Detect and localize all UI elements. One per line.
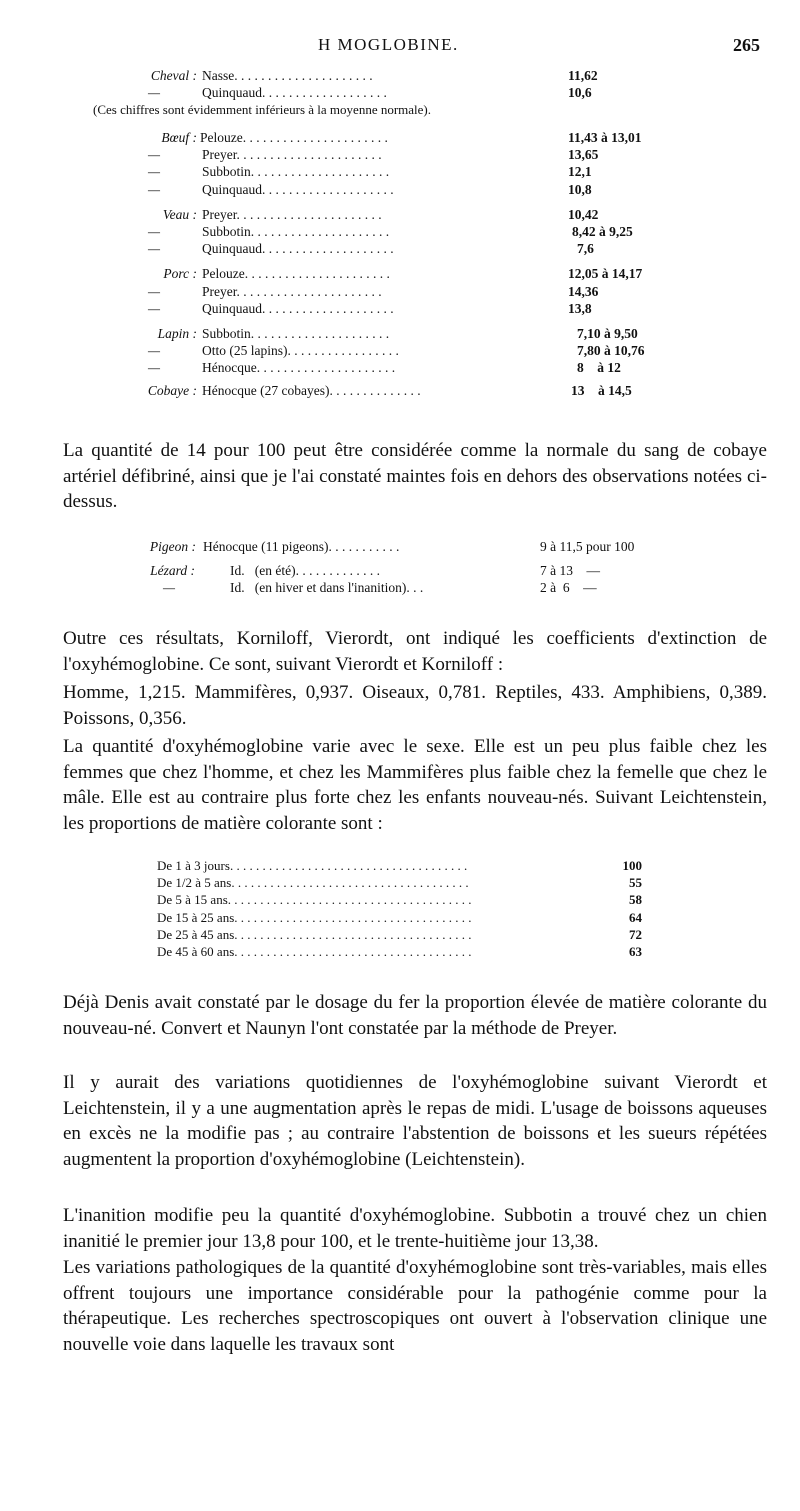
paragraph: Outre ces résultats, Korniloff, Vierordt, ont indiqué les coefficients d'extinction de l'oxyhémoglobine. Ce sont, suivant Vierordt et Korniloff : [63,628,767,675]
author-cell: Pelouze. . . . . . . . . . . . . . . . . . . . . . [200,130,388,145]
paragraph: Il y aurait des variations quotidiennes de l'oxyhémoglobine suivant Vierordt et Leichtenstein, il y a une augmentation après le repas de midi. L'usage de boissons aqueuses en excès ne la modifie pas ; au contraire l'abstention de boissons et les sueurs répétées augmentent la proportion d'oxyhémoglobine (Leichtenstein). [63,1072,767,1170]
ditto-mark: — [147,300,160,316]
row-gap [0,257,800,265]
table-row [157,926,645,943]
running-header [0,35,800,57]
table-row [0,223,800,240]
author-cell: Id. (en été). . . . . . . . . . . . . [230,563,380,579]
age-proportion-table [157,857,645,960]
ditto-mark: — [147,147,160,163]
author-cell: Id. (en hiver et dans l'inanition). . . [230,580,424,596]
value-cell: 72 [629,926,642,942]
table-row [0,359,800,376]
author-cell: Subbotin. . . . . . . . . . . . . . . . . . . . . [202,325,390,341]
table-row [157,874,645,891]
table-row [0,265,800,282]
ditto-mark: — [147,85,160,101]
value-cell: 13,65 [568,147,599,163]
table-row [157,943,645,960]
value-cell: 9 à 11,5 pour 100 [540,539,635,554]
species-table-continued [0,129,800,400]
age-range-cell: De 25 à 45 ans. . . . . . . . . . . . . . . . . . . . . . . . . . . . . . . . . . . . . [157,926,472,942]
paragraph: La quantité d'oxyhémoglobine varie avec le sexe. Elle est un peu plus faible chez les femmes que chez l'homme, et chez les Mammifères plus faible chez la femelle que chez le mâle. Elle est au contraire plus forte chez les enfants nouveau-nés. Suivant Leichtenstein, les proportions de matière colorante sont : [63,736,767,834]
author-cell: Hénocque (11 pigeons). . . . . . . . . . . [203,539,400,554]
value-cell: 10,42 [568,206,599,222]
row-gap [0,317,800,325]
species-label: Cobaye : [147,383,197,399]
table-row [0,283,800,300]
age-range-cell: De 1/2 à 5 ans. . . . . . . . . . . . . . . . . . . . . . . . . . . . . . . . . . . . . [157,875,469,891]
ditto-mark: — [162,580,175,596]
paragraph: Homme, 1,215. Mammifères, 0,937. Oiseaux, 0,781. Reptiles, 433. Amphibiens, 0,389. Poissons, 0,356. [63,682,767,729]
value-cell: 12,05 à 14,17 [568,266,643,282]
ditto-mark: — [147,360,160,376]
value-cell: 7 à 13 — [540,563,600,579]
table-row [0,382,800,399]
author-cell: Hénocque. . . . . . . . . . . . . . . . . . . . . [202,360,396,376]
table-row [157,857,645,874]
species-label: Veau : [162,206,197,222]
species-table [0,67,800,101]
author-cell: Quinquaud. . . . . . . . . . . . . . . . . . . . [202,241,394,257]
author-cell: Subbotin. . . . . . . . . . . . . . . . . . . . . [202,164,390,180]
row-gap [0,555,800,562]
value-cell: 8 à 12 [577,360,621,376]
table-note: (Ces chiffres sont évidemment inférieurs à la moyenne normale). [93,102,432,117]
species-label: Cheval : [150,68,197,83]
table-row [0,129,800,146]
value-cell: 7,80 à 10,76 [577,343,645,359]
page-number: 265 [733,35,760,55]
paragraph: Déjà Denis avait constaté par le dosage du fer la proportion élevée de matière colorante du nouveau-né. Convert et Naunyn l'ont constatée par la méthode de Preyer. [63,992,767,1039]
age-range-cell: De 5 à 15 ans. . . . . . . . . . . . . . . . . . . . . . . . . . . . . . . . . . . . . . [157,892,472,908]
age-range-cell: De 1 à 3 jours. . . . . . . . . . . . . . . . . . . . . . . . . . . . . . . . . . . . . [157,858,468,873]
table-row [0,300,800,317]
row-gap [0,198,800,206]
author-cell: Otto (25 lapins). . . . . . . . . . . . . . . . . [202,343,399,359]
author-cell: Preyer. . . . . . . . . . . . . . . . . . . . . . [202,206,382,222]
value-cell: 8,42 à 9,25 [572,223,633,239]
author-cell: Quinquaud. . . . . . . . . . . . . . . . . . . . [202,181,394,197]
value-cell: 7,6 [577,241,594,257]
table-row [157,909,645,926]
value-cell: 13 à 14,5 [571,383,632,399]
value-cell: 7,10 à 9,50 [577,325,638,341]
table-row [0,206,800,223]
ditto-mark: — [147,343,160,359]
author-cell: Hénocque (27 cobayes). . . . . . . . . . . . . . [202,383,421,399]
author-cell: Subbotin. . . . . . . . . . . . . . . . . . . . . [202,223,390,239]
age-range-cell: De 15 à 25 ans. . . . . . . . . . . . . . . . . . . . . . . . . . . . . . . . . . . . . [157,909,472,925]
table-row [0,181,800,198]
paragraph: Les variations pathologiques de la quantité d'oxyhémoglobine sont très-variables, mais elles offrent toujours une importance considérable pour la pathogénie comme pour la thérapeutique. Les recherches spectroscopiques ont ouvert à l'observation clinique une nouvelle voie dans laquelle les travaux sont [63,1257,767,1355]
paragraph: L'inanition modifie peu la quantité d'oxyhémoglobine. Subbotin a trouvé chez un chien inanitié le premier jour 13,8 pour 100, et le trente-huitième jour 13,38. [63,1205,767,1252]
value-cell: 10,6 [568,85,592,101]
paragraph: La quantité de 14 pour 100 peut être considérée comme la normale du sang de cobaye artériel défibriné, ainsi que je l'ai constaté maintes fois en dehors des observations notées ci-dessus. [63,440,767,512]
author-cell: Nasse. . . . . . . . . . . . . . . . . . . . . [202,68,373,83]
running-title: H MOGLOBINE. [318,35,459,54]
table-row [0,579,800,596]
value-cell: 100 [622,858,642,873]
table-row [0,146,800,163]
species-label: Lapin : [157,325,197,341]
ditto-mark: — [147,283,160,299]
table-row [0,84,800,101]
table-row [0,240,800,257]
value-cell: 10,8 [568,181,592,197]
species-label: Lézard : [150,563,195,579]
pigeon-lizard-table [0,538,800,597]
species-label: Bœuf : [161,130,197,145]
table-row [0,67,800,84]
age-range-cell: De 45 à 60 ans. . . . . . . . . . . . . . . . . . . . . . . . . . . . . . . . . . . . . [157,943,472,959]
value-cell: 64 [629,909,642,925]
ditto-mark: — [147,181,160,197]
author-cell: Quinquaud. . . . . . . . . . . . . . . . . . . [202,85,387,101]
species-label: Pigeon : [149,539,196,554]
value-cell: 14,36 [568,283,599,299]
table-row [0,538,800,555]
value-cell: 11,43 à 13,01 [568,130,642,145]
value-cell: 2 à 6 — [540,580,597,596]
ditto-mark: — [147,241,160,257]
table-row [0,342,800,359]
ditto-mark: — [147,223,160,239]
ditto-mark: — [147,164,160,180]
table-row [157,891,645,908]
value-cell: 58 [629,892,642,908]
value-cell: 13,8 [568,300,592,316]
table-row [0,325,800,342]
table-row [0,562,800,579]
species-label: Porc : [163,266,197,282]
author-cell: Quinquaud. . . . . . . . . . . . . . . . . . . . [202,300,394,316]
author-cell: Preyer. . . . . . . . . . . . . . . . . . . . . . [202,283,382,299]
value-cell: 12,1 [568,164,592,180]
value-cell: 55 [629,875,642,891]
value-cell: 63 [629,943,642,959]
table-row [0,163,800,180]
author-cell: Preyer. . . . . . . . . . . . . . . . . . . . . . [202,147,382,163]
value-cell: 11,62 [568,68,598,83]
author-cell: Pelouze. . . . . . . . . . . . . . . . . . . . . . [202,266,390,282]
